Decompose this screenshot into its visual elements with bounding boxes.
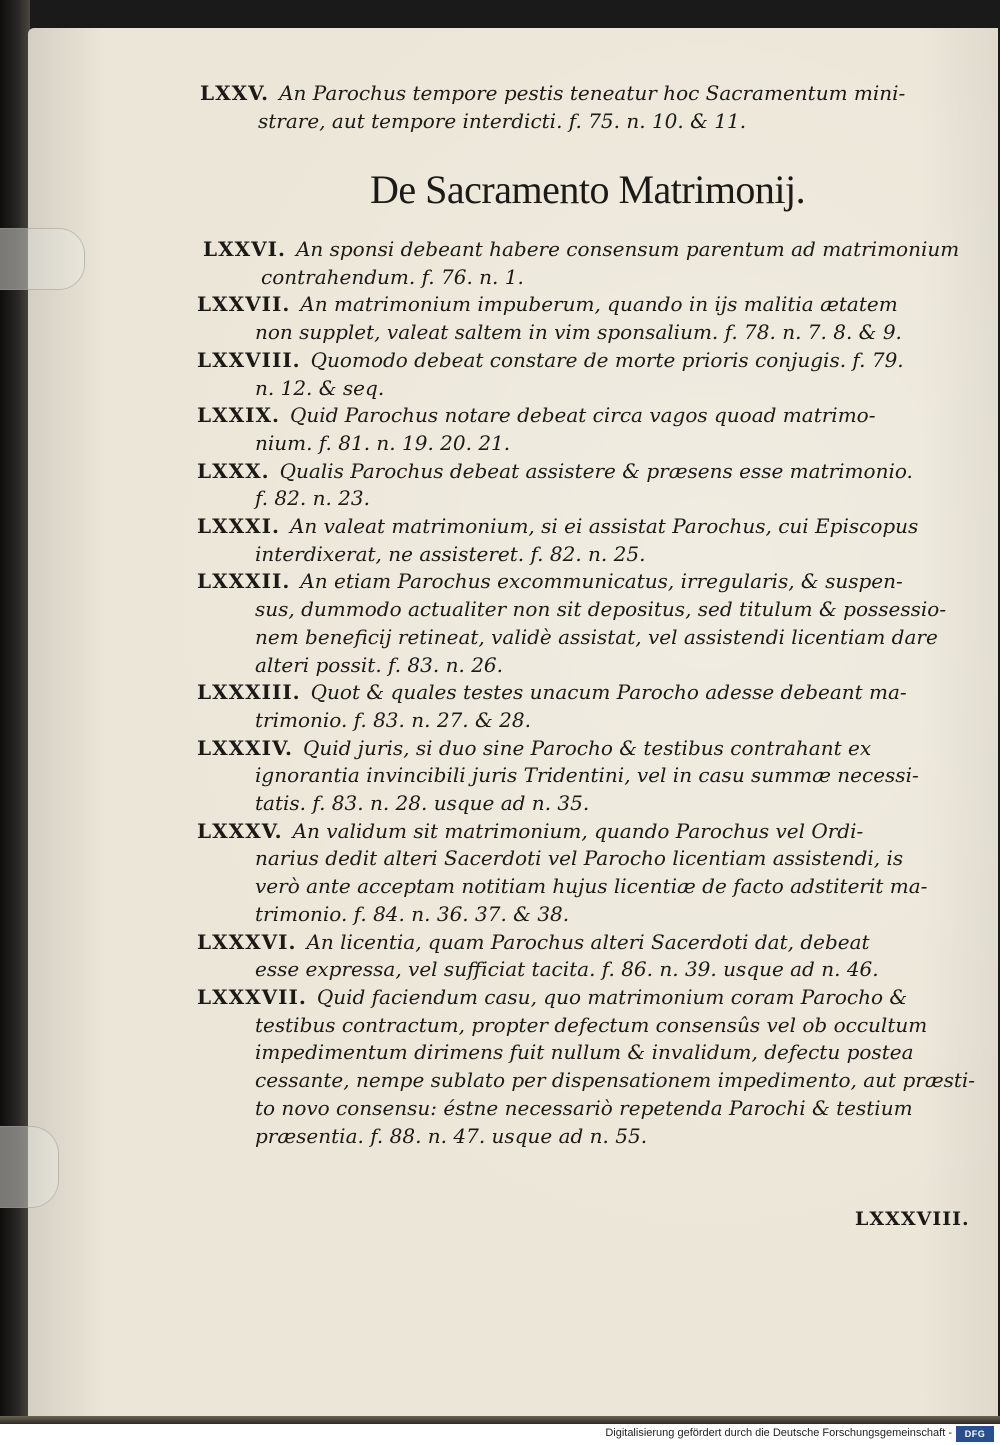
entry-line: strare, aut tempore interdicti. f. 75. n. 10. & 11. [258, 108, 747, 133]
entry-number: LXXV. [200, 81, 270, 105]
entry-line: Qualis Parochus debeat assistere & præsens esse matrimonio. [279, 458, 913, 483]
index-entry [167, 818, 985, 929]
entry-number: LXXXII. [197, 569, 291, 594]
index-entry [167, 291, 985, 346]
entry-line: ignorantia invincibili juris Tridentini, vel in casu summæ necessi- [255, 763, 919, 788]
entry-line: nium. f. 81. n. 19. 20. 21. [255, 430, 511, 455]
entry-line: An matrimonium impuberum, quando in ijs malitia ætatem [300, 292, 898, 317]
index-entry [167, 402, 985, 457]
entry-line: An licentia, quam Parochus alteri Sacerdoti dat, debeat [306, 929, 870, 954]
entry-number: LXXXV. [197, 818, 283, 843]
entry-number: LXXIX. [197, 403, 280, 428]
index-entry [167, 679, 985, 734]
entry-line: esse expressa, vel sufficiat tacita. f. 86. n. 39. usque ad n. 46. [255, 957, 879, 982]
footer-credit: Digitalisierung gefördert durch die Deutsche Forschungsgemeinschaft - [605, 1427, 952, 1439]
entry-number: LXXVIII. [197, 347, 301, 372]
catchword: LXXXVIII. [855, 1208, 970, 1230]
index-entry [167, 735, 985, 818]
page-clip-bottom [0, 1126, 59, 1208]
entry-line: Quot & quales testes unacum Parocho adesse debeant ma- [310, 680, 907, 705]
entry-line: An etiam Parochus excommunicatus, irregularis, & suspen- [300, 569, 903, 594]
page-bottom-edge [0, 1416, 1000, 1424]
entry-lxxv [170, 80, 985, 135]
entry-line: tatis. f. 83. n. 28. usque ad n. 35. [255, 791, 590, 816]
index-entry [173, 236, 985, 291]
entry-line: Quid Parochus notare debeat circa vagos quoad matrimo- [289, 403, 876, 428]
index-entry [167, 347, 985, 402]
entry-number: LXXXIV. [197, 735, 293, 760]
entry-number: LXXXVII. [197, 984, 307, 1009]
entry-line: interdixerat, ne assisteret. f. 82. n. 25. [255, 541, 646, 566]
page-clip-top [0, 228, 85, 290]
entry-number: LXXVII. [197, 292, 291, 317]
entry-line: Quid juris, si duo sine Parocho & testibus contrahant ex [302, 735, 872, 760]
index-entry [167, 929, 985, 984]
entry-line: An validum sit matrimonium, quando Parochus vel Ordi- [292, 818, 864, 843]
entry-number: LXXXIII. [197, 680, 301, 705]
entry-line: to novo consensu: éstne necessariò repetenda Parochi & testium [255, 1095, 913, 1120]
entry-line: Quid faciendum casu, quo matrimonium coram Parocho & [316, 984, 908, 1009]
page-text [195, 80, 985, 135]
entry-line: An Parochus tempore pestis teneatur hoc Sacramentum mini- [279, 81, 906, 105]
entry-number: LXXXVI. [197, 929, 297, 954]
entry-line: An sponsi debeant habere consensum parentum ad matrimonium [295, 237, 960, 261]
book-spine-edge [0, 0, 30, 1445]
entry-line: f. 82. n. 23. [255, 486, 370, 511]
entry-line: Quomodo debeat constare de morte prioris conjugis. f. 79. [310, 347, 904, 372]
entry-line: alteri possit. f. 83. n. 26. [255, 652, 503, 677]
entry-line: testibus contractum, propter defectum consensûs vel ob occultum [255, 1012, 928, 1037]
entry-line: cessante, nempe sublato per dispensationem impedimento, aut præsti- [255, 1068, 976, 1093]
entry-list [195, 236, 985, 1150]
entry-line: præsentia. f. 88. n. 47. usque ad n. 55. [255, 1123, 648, 1148]
dfg-logo: DFG [956, 1426, 994, 1442]
entry-line: impedimentum dirimens fuit nullum & invalidum, defectu postea [255, 1040, 914, 1065]
index-entry [167, 568, 985, 679]
entry-line: trimonio. f. 84. n. 36. 37. & 38. [255, 901, 570, 926]
entry-line: trimonio. f. 83. n. 27. & 28. [255, 707, 531, 732]
footer-bar [0, 1424, 1000, 1445]
entry-line: non supplet, valeat saltem in vim sponsalium. f. 78. n. 7. 8. & 9. [255, 320, 902, 345]
entry-line: An valeat matrimonium, si ei assistat Parochus, cui Episcopus [289, 514, 919, 539]
index-entry [167, 513, 985, 568]
entry-line: verò ante acceptam notitiam hujus licentiæ de facto adstiterit ma- [255, 874, 928, 899]
entry-number: LXXVI. [203, 237, 286, 261]
entry-number: LXXX. [197, 458, 270, 483]
entry-line: nem beneficij retineat, validè assistat, vel assistendi licentiam dare [255, 624, 938, 649]
index-entry [167, 984, 985, 1150]
entry-number: LXXXI. [197, 514, 280, 539]
entry-line: contrahendum. f. 76. n. 1. [261, 264, 524, 289]
index-entry [167, 458, 985, 513]
entry-line: narius dedit alteri Sacerdoti vel Parocho licentiam assistendi, is [255, 846, 904, 871]
section-heading: De Sacramento Matrimonij. [370, 167, 806, 212]
entry-line: n. 12. & seq. [255, 375, 385, 400]
entry-line: sus, dummodo actualiter non sit depositus, sed titulum & possessio- [255, 597, 947, 622]
